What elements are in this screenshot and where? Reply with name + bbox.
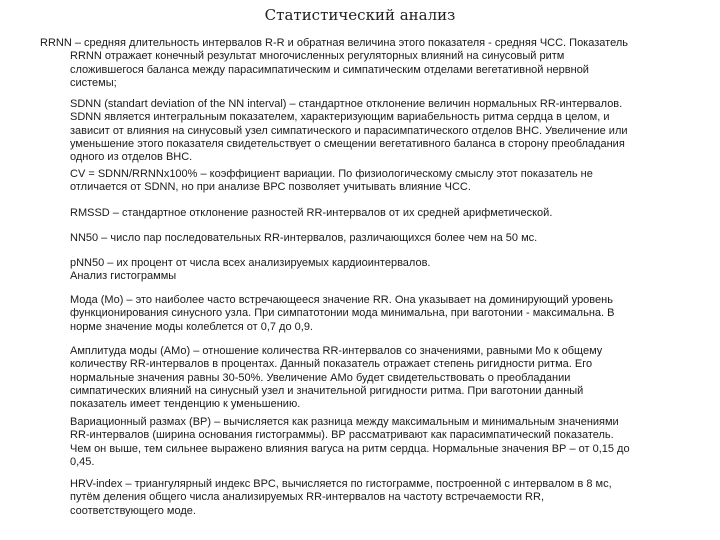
text-line: RRNN отражает конечный результат многочисленных регуляторных влияний на синусовый ритм <box>70 50 565 63</box>
paragraph-cv <box>70 168 593 195</box>
text-line: CV = SDNN/RRNNx100% – коэффициент вариации. По физиологическому смыслу этот показатель не <box>70 168 593 180</box>
paragraph-vr <box>70 416 630 469</box>
paragraph-amo <box>70 345 602 411</box>
paragraph-mo <box>70 294 614 334</box>
text-line: показатель имеет тенденцию к уменьшению. <box>70 398 301 411</box>
paragraph-hrv <box>70 478 612 518</box>
paragraph-pnn50 <box>70 257 430 284</box>
text-line: нормальные значения равны 30-50%. Увеличение АМо будет свидетельствовать о преобладании <box>70 371 571 384</box>
page-title: Статистический анализ <box>264 6 456 24</box>
text-line: функционирования синусного узла. При симпатотонии мода минимальна, при ваготонии - максимальна. В <box>70 307 615 320</box>
text-line: RRNN – средняя длительность интервалов R-R и обратная величина этого показателя - средняя ЧСС. Показатель <box>40 37 628 49</box>
text-line: Вариационный размах (ВР) – вычисляется как разница между максимальным и минимальным значениями <box>70 416 619 428</box>
text-line: NN50 – число пар последовательных RR-интервалов, различающихся более чем на 50 мс. <box>70 232 538 244</box>
text-line: соответствующего моде. <box>70 504 196 517</box>
paragraph-nn50 <box>70 232 537 245</box>
text-line: одного из отделов ВНС. <box>70 151 193 164</box>
paragraph-sdnn <box>70 98 628 164</box>
paragraph-rrnn <box>40 37 628 90</box>
text-line: путём деления общего числа анализируемых RR-интервалов на частоту встречаемости RR, <box>70 491 544 504</box>
text-line: RR-интервалов (ширина основания гистограммы). ВР рассматривают как парасимпатический показатель. <box>70 429 614 442</box>
text-line: Мода (Mo) – это наиболее часто встречающееся значение RR. Она указывает на доминирующий уровень <box>70 294 613 306</box>
text-line: норме значение моды колеблется от 0,7 до 0,9. <box>70 320 313 333</box>
text-line: HRV-index – триангулярный индекс ВРС, вычисляется по гистограмме, построенной с интервалом в 8 мс, <box>70 478 612 490</box>
text-line: SDNN является интегральным показателем, характеризующим вариабельность ритма сердца в целом, и <box>70 111 610 124</box>
text-line: симпатических влияний на синусный узел и значительной ригидности ритма. При ваготонии данный <box>70 384 584 397</box>
text-line: сложившегося баланса между парасимпатическим и симпатическим отделами вегетативной нервной <box>70 63 589 76</box>
text-line: 0,45. <box>70 455 95 468</box>
text-line: Чем он выше, тем сильнее выражено влияния вагуса на ритм сердца. Нормальные значения ВР – от 0,15 до <box>70 442 630 455</box>
text-line: pNN50 – их процент от числа всех анализируемых кардиоинтервалов. <box>70 257 431 269</box>
text-line: количеству RR-интервалов в процентах. Данный показатель отражает степень ригидности ритма. Его <box>70 358 593 371</box>
text-line: SDNN (standart deviation of the NN interval) – стандартное отклонение величин нормальных RR-интервалов. <box>70 98 623 110</box>
paragraph-rmssd <box>70 207 552 220</box>
text-line: зависит от влияния на синусовый узел симпатического и парасимпатического отделов ВНС. Увеличение или <box>70 124 628 137</box>
text-line: Анализ гистограммы <box>70 270 177 283</box>
text-line: RMSSD – стандартное отклонение разностей RR-интервалов от их средней арифметической. <box>70 207 553 219</box>
text-line: системы; <box>70 76 117 89</box>
text-line: уменьшение этого показателя свидетельствует о смещении вегетативного баланса в сторону преобладания <box>70 137 625 150</box>
text-line: Амплитуда моды (АМо) – отношение количества RR-интервалов со значениями, равными Мо к общему <box>70 345 603 357</box>
text-line: отличается от SDNN, но при анализе ВРС позволяет учитывать влияние ЧСС. <box>70 181 471 194</box>
